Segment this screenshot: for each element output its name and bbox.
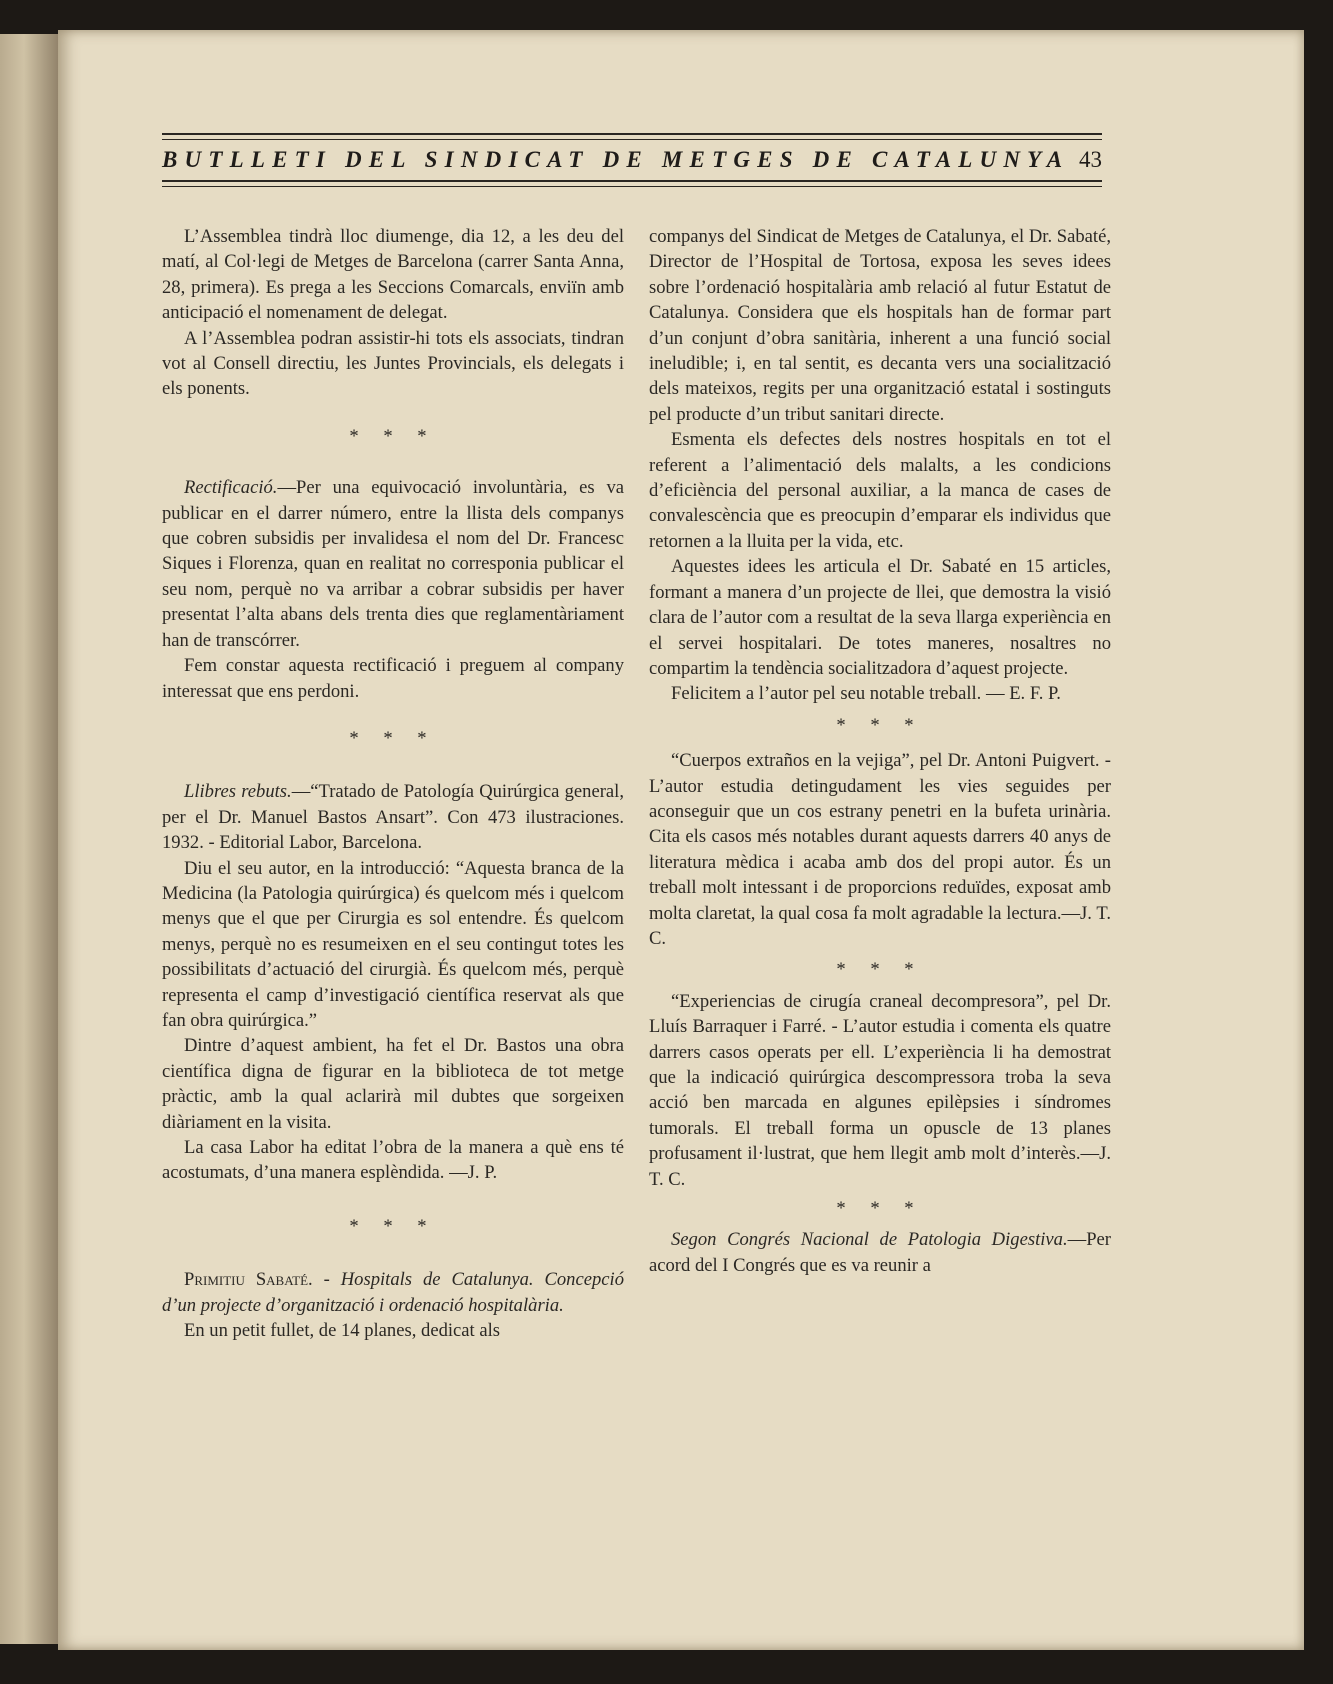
paragraph: Diu el seu autor, en la introducció: “Aquesta branca de la Medicina (la Patologia quirúrgica) és quelcom més i quelcom menys que el que per Cirurgia es sol entendre. És quelcom menys, perquè no es resumeixen en el seu contingut totes les possibilitats d’actuació del cirurgià. És quelcom més, perquè representa el camp d’investigació científica reservat als que fan obra quirúrgica.” <box>162 857 624 1031</box>
review-author: Primitiu Sabaté. <box>184 1269 313 1291</box>
section-separator: * * * <box>836 714 924 736</box>
paragraph: Aquestes idees les articula el Dr. Sabaté en 15 articles, formant a manera d’un projecte de llei, que demostra la visió clara de l’autor com a resultat de la seva llarga experiència en el servei hospitalari. De totes maneres, nosaltres no compartim la tendència socialitzadora d’aquest projecte. <box>649 556 1111 679</box>
paragraph: Fem constar aquesta rectificació i preguem al company interessat que ens perdoni. <box>162 655 624 702</box>
header-rule <box>162 180 1102 182</box>
journal-title: BUTLLETI DEL SINDICAT DE METGES DE CATALUNYA <box>162 147 1070 172</box>
left-column <box>162 224 624 1343</box>
section-heading: Segon Congrés Nacional de Patologia Digestiva. <box>671 1229 1068 1251</box>
paragraph: companys del Sindicat de Metges de Catalunya, el Dr. Sabaté, Director de l’Hospital de Tortosa, exposa les seves idees sobre l’ordenació hospitalària amb relació al futur Estatut de Catalunya. Considera que els hospitals han de formar part d’un conjunt d’obra sanitària, inherent a una funció social ineludible; i, en tal sentit, es decanta vers una socialització dels mateixos, regits per una organització estatal i sostinguts pel producte d’un tribut sanitari directe. <box>649 226 1111 425</box>
page-number: 43 <box>1079 147 1102 172</box>
section-separator: * * * <box>836 959 924 981</box>
paragraph: A l’Assemblea podran assistir-hi tots els associats, tindran vot al Consell directiu, les Juntes Provincials, els delegats i els ponents. <box>162 327 624 400</box>
paragraph: Felicitem a l’autor pel seu notable treball. — E. F. P. <box>671 683 1061 705</box>
section-separator: * * * <box>836 1198 924 1220</box>
review-title: - Hospitals de Catalunya. Concepció d’un projecte d’organització i ordenació hospitalària. <box>162 1269 625 1316</box>
previous-page-edge <box>0 34 60 1644</box>
paragraph <box>162 475 624 653</box>
header-rule <box>162 186 1102 187</box>
paragraph: Dintre d’aquest ambient, ha fet el Dr. Bastos una obra científica digna de figurar en la biblioteca de tot metge pràctic, amb la qual aclarirà mil dubtes que sorgeixen diàriament en la visita. <box>162 1035 624 1133</box>
header-rule <box>162 133 1102 135</box>
paragraph <box>162 1267 624 1318</box>
paragraph: “Cuerpos extraños en la vejiga”, pel Dr. Antoni Puigvert. - L’autor estudia detingudament les vies seguides per aconseguir que un cos estrany penetri en la bufeta urinària. Cita els casos més notables durant aquests darrers 40 anys de literatura mèdica i acaba amb dos del propi autor. És un treball molt intessant i de proporcions reduïdes, exposat amb molta claretat, la qual cosa fa molt agradable la lectura.—J. T. C. <box>649 750 1111 949</box>
paragraph: “Experiencias de cirugía craneal decompresora”, pel Dr. Lluís Barraquer i Farré. - L’autor estudia i comenta els quatre darrers casos operats per ell. L’experiència li ha demostrat que la indicació quirúrgica descompressora troba la seva acció ben marcada en algunes epilèpsies i síndromes tumorals. El treball forma un opuscle de 13 planes profusament il·lustrat, que hem llegit amb molt d’interès.—J. T. C. <box>649 990 1111 1190</box>
section-separator: * * * <box>349 425 437 447</box>
paragraph: Esmenta els defectes dels nostres hospitals en tot el referent a l’alimentació dels malalts, a les condicions d’eficiència del personal auxiliar, a la manca de cases de convalescència que es preocupin d’emparar els individus que retornen a la lluita per la vida, etc. <box>649 429 1111 552</box>
section-separator: * * * <box>349 727 437 749</box>
paragraph: La casa Labor ha editat l’obra de la manera a què ens té acostumats, d’una manera esplèndida. —J. P. <box>162 1137 624 1184</box>
paragraph <box>649 1227 1111 1278</box>
running-header <box>162 133 1102 193</box>
paragraph-text: —Per una equivocació involuntària, es va publicar en el darrer número, entre la llista dels companys que cobren subsidis per invalidesa el nom del Dr. Francesc Siques i Florenza, quan en realitat no corresponia publicar el seu nom, perquè no va arribar a cobrar subsidis per haver presentat l’alta abans dels trenta dies que reglamentàriament han de transcórrer. <box>162 477 624 651</box>
paragraph-text: —Per acord del I Congrés que es va reunir a <box>649 1229 1111 1276</box>
section-separator: * * * <box>349 1215 437 1237</box>
paragraph: L’Assemblea tindrà lloc diumenge, dia 12, a les deu del matí, al Col·legi de Metges de Barcelona (carrer Santa Anna, 28, primera). Es prega a les Seccions Comarcals, enviïn amb anticipació el nomenament de delegat. <box>162 226 624 324</box>
paragraph: En un petit fullet, de 14 planes, dedicat als <box>184 1320 501 1342</box>
section-heading: Rectificació. <box>184 477 278 499</box>
section-heading: Llibres rebuts. <box>184 781 292 803</box>
header-rule <box>162 139 1102 140</box>
paragraph <box>162 779 624 855</box>
right-column <box>649 224 1111 1278</box>
paragraph-text: —“Tratado de Patología Quirúrgica general, per el Dr. Manuel Bastos Ansart”. Con 473 ilustraciones. 1932. - Editorial Labor, Barcelona. <box>162 781 624 854</box>
